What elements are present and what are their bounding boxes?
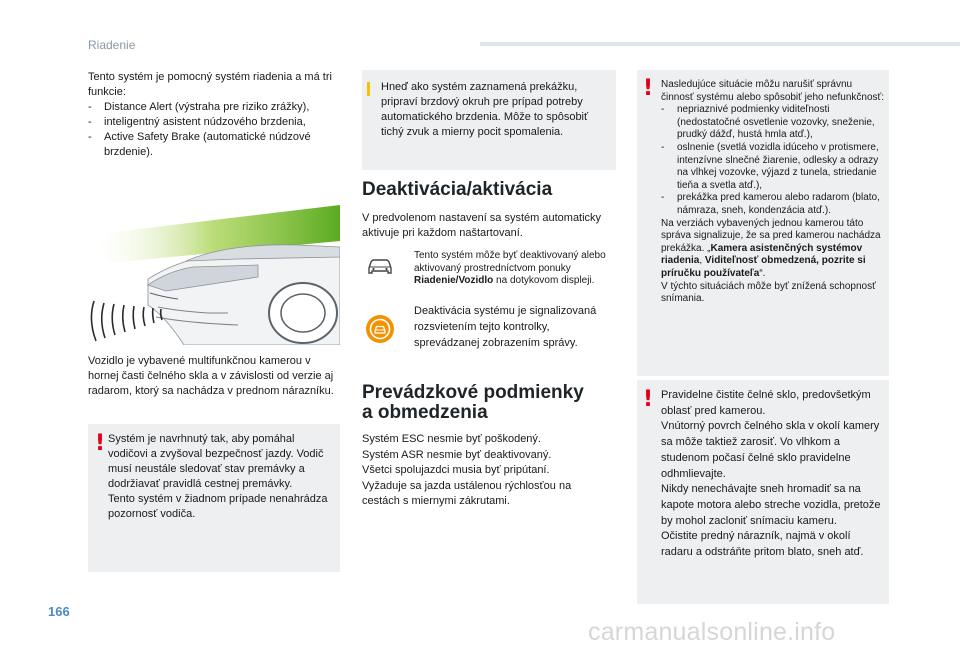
limitation-item: - prekážka pred kamerou alebo radarom (blato, námraza, sneh, kondenzácia atď.). xyxy=(661,192,887,217)
car-illustration xyxy=(88,205,340,345)
limitations-intro: Nasledujúce situácie môžu narušiť správnu činnosť systému alebo spôsobiť jeho nefunkčnosť: xyxy=(661,79,885,103)
cleaning-note xyxy=(637,380,889,604)
brake-warning-indicator-icon xyxy=(365,314,395,344)
limitations-list xyxy=(661,104,887,217)
message-ref-2: Viditeľnosť obmedzená, pozrite si príručku používateľa xyxy=(661,255,866,279)
warning-icon: ! xyxy=(95,431,106,456)
indicator-text: Deaktivácia systému je signalizovaná rozsvietením tejto kontrolky, sprevádzanej zobrazením správy. xyxy=(414,305,597,350)
message-ref-end: “. xyxy=(759,267,766,279)
limitation-item: - nepriaznivé podmienky viditeľnosti (nedostatočné osvetlenie vozovky, sneženie, prudký dážď, hustá hmla atď.), xyxy=(661,104,887,142)
intro-text: Tento systém je pomocný systém riadenia a má tri funkcie: xyxy=(88,71,332,98)
warning-note xyxy=(88,424,340,572)
info-icon xyxy=(367,82,370,96)
limitation-item: - oslnenie (svetlá vozidla idúceho v protismere, intenzívne slnečné žiarenie, odlesky a odrazy na vlhkej vozovke, výjazd z tunela, striedanie tieňa a svetla atď.), xyxy=(661,142,887,192)
conditions-title-line2: a obmedzenia xyxy=(362,402,488,423)
info-text: Hneď ako systém zaznamená prekážku, pripraví brzdový okruh pre prípad potreby automatického brzdenia. Môže to spôsobiť tichý zvuk a mierny pocit spomalenia. xyxy=(381,81,589,138)
warning-icon: ! xyxy=(643,387,654,412)
limitations-text xyxy=(661,79,887,306)
menu-text-after: na dotykovom displeji. xyxy=(493,275,595,287)
signal-text-lead: Na verziách vybavených jednou kamerou táto správa signalizuje, že sa pred kamerou nachádza prekážka. „ xyxy=(661,217,881,254)
intro-block xyxy=(88,70,346,159)
function-list xyxy=(88,100,346,160)
cleaning-text: Pravidelne čistite čelné sklo, predovšetkým oblasť pred kamerou. Vnútorný povrch čelného skla v okolí kamery sa môže taktiež zarosiť. Vo vlhkom a studenom počasí čelné sklo pravidelne odhmlievajte. Nikdy nenechávajte sneh hromadiť sa na kapote motora alebo streche vozidla, pretože by mohol zacloniť snímaciu kameru. Očistite predný nárazník, najmä v okolí radaru a odstráňte pritom blato, sneh atď. xyxy=(661,389,881,559)
function-item: - Distance Alert (výstraha pre riziko zrážky), xyxy=(88,100,346,115)
limitations-note xyxy=(637,70,889,376)
conditions-text: Systém ESC nesmie byť poškodený. Systém ASR nesmie byť deaktivovaný. Všetci spolujazdci musia byť pripútaní. Vyžaduje sa jazda ustálenou rýchlosťou na cestách s miernymi zákrutami. xyxy=(362,433,572,508)
conditions-title-line1: Prevádzkové podmienky xyxy=(362,382,584,403)
conditions-title xyxy=(362,383,584,423)
menu-path: Riadenie/Vozidlo xyxy=(414,275,494,287)
watermark: carmanualsonline.info xyxy=(588,618,836,646)
message-ref-separator: , xyxy=(699,255,705,267)
deactivation-text: V predvolenom nastavení sa systém automaticky aktivuje pri každom naštartovaní. xyxy=(362,212,602,239)
warning-icon: ! xyxy=(643,76,654,101)
message-ref-1: Kamera asistenčných systémov riadenia xyxy=(661,242,863,267)
signal-text xyxy=(661,218,887,281)
warning-text: Systém je navrhnutý tak, aby pomáhal vodičovi a zvyšoval bezpečnosť jazdy. Vodič musí neustále sledovať stav premávky a dodržiavať pravidlá cestnej premávky. Tento systém v žiadnom prípade nenahrádza pozornosť vodiča. xyxy=(108,433,328,520)
camera-text: Vozidlo je vybavené multifunkčnou kamerou v hornej časti čelného skla a v závislosti od verzie aj radarom, ktorý sa nachádza v prednom nárazníku. xyxy=(88,355,334,397)
menu-text xyxy=(414,250,614,288)
menu-text-before: Tento systém môže byť deaktivovaný alebo aktivovaný prostredníctvom ponuky xyxy=(414,250,606,274)
function-item: - Active Safety Brake (automatické núdzové brzdenie). xyxy=(88,130,346,160)
section-title: Riadenie xyxy=(88,38,136,52)
limitations-final: V týchto situáciách môže byť znížená schopnosť snímania. xyxy=(661,280,876,305)
info-note xyxy=(362,70,616,170)
page-number: 166 xyxy=(48,604,70,619)
function-item: - inteligentný asistent núdzového brzdenia, xyxy=(88,115,346,130)
car-icon xyxy=(366,256,394,276)
deactivation-title: Deaktivácia/aktivácia xyxy=(362,179,553,200)
header-divider xyxy=(480,42,960,46)
